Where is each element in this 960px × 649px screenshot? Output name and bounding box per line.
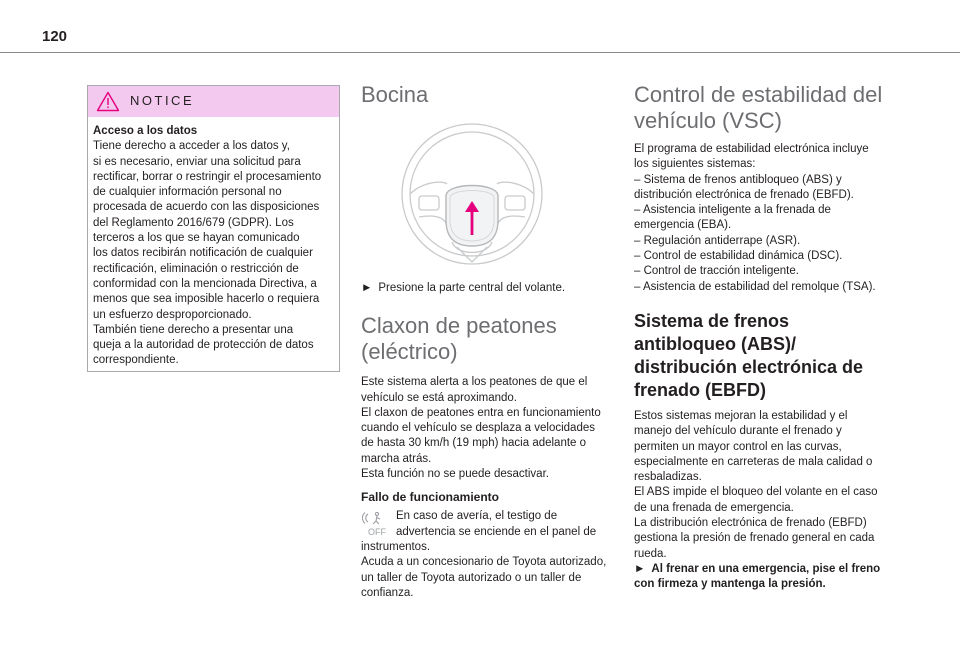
body-line: instrumentos. — [361, 540, 431, 553]
abs-body — [634, 409, 894, 593]
notice-line: conformidad con la mencionada Directiva, a — [93, 277, 317, 290]
pedestrian-horn-body — [361, 375, 611, 482]
page-number: 120 — [42, 28, 68, 45]
horn-instruction — [361, 281, 611, 296]
notice-line: si es necesario, enviar una solicitud para — [93, 155, 301, 168]
horn-title: Bocina — [361, 82, 429, 107]
notice-line: También tiene derecho a presentar una — [93, 323, 294, 336]
body-line: En caso de avería, el testigo de — [396, 510, 558, 523]
right-arrow-bullet-icon: ► — [634, 562, 646, 575]
body-line: Esta función no se puede desactivar. — [361, 468, 549, 481]
body-line: permiten un mayor control en las curvas, — [634, 440, 842, 453]
vsc-title-line: vehículo (VSC) — [634, 108, 782, 133]
malfunction-heading: Fallo de funcionamiento — [361, 490, 500, 505]
notice-line: rectificación, eliminación o restricción de — [93, 262, 299, 275]
body-line: gestiona la presión de frenado general en cada — [634, 532, 875, 545]
abs-title — [634, 310, 894, 402]
notice-line: menos que sea imposible hacerlo o requiera — [93, 293, 320, 306]
body-line: emergencia (EBA). — [634, 219, 732, 232]
right-arrow-bullet-icon: ► — [361, 282, 373, 294]
notice-line: correspondiente. — [93, 354, 179, 367]
header-rule — [0, 52, 960, 53]
abs-instruction-line: con firmeza y mantenga la presión. — [634, 578, 826, 591]
body-line: Estos sistemas mejoran la estabilidad y el — [634, 409, 848, 422]
column-middle — [361, 82, 611, 601]
abs-instruction-line: Al frenar en una emergencia, pise el freno — [651, 562, 881, 575]
malfunction-block — [361, 509, 611, 601]
notice-line: un esfuerzo desproporcionado. — [93, 308, 252, 321]
body-line: – Sistema de frenos antibloqueo (ABS) y — [634, 173, 842, 186]
body-line: rueda. — [634, 547, 667, 560]
notice-heading: Acceso a los datos — [93, 125, 198, 137]
body-line: El ABS impide el bloqueo del volante en el caso — [634, 486, 878, 499]
pedestrian-horn-off-icon — [362, 511, 392, 537]
vsc-title-line: Control de estabilidad del — [634, 82, 883, 107]
abs-title-line: distribución electrónica de — [634, 356, 864, 377]
body-line: vehículo se está aproximando. — [361, 391, 517, 404]
vsc-title — [634, 82, 894, 134]
abs-title-line: frenado (EBFD) — [634, 379, 766, 400]
body-line: La distribución electrónica de frenado (EBFD) — [634, 517, 867, 530]
notice-line: rectificar, borrar o restringir el procesamiento — [93, 170, 322, 183]
body-line: Este sistema alerta a los peatones de que el — [361, 376, 588, 389]
pedestrian-horn-title-line: (eléctrico) — [361, 339, 458, 365]
column-right — [634, 82, 894, 593]
notice-line: de cualquier información personal no — [93, 186, 282, 199]
body-line: distribución electrónica de frenado (EBFD). — [634, 188, 854, 201]
body-line: – Asistencia de estabilidad del remolque (TSA). — [634, 280, 876, 293]
notice-title: NOTICE — [130, 93, 195, 108]
body-line: marcha atrás. — [361, 452, 432, 465]
body-line: resbaladizas. — [634, 471, 702, 484]
notice-line: procesada de acuerdo con las disposiciones — [93, 201, 320, 214]
notice-line: Tiene derecho a acceder a los datos y, — [93, 140, 290, 153]
body-line: Acuda a un concesionario de Toyota autorizado, — [361, 556, 607, 569]
notice-line: del Reglamento 2016/679 (GDPR). Los — [93, 216, 294, 229]
body-line: – Control de tracción inteligente. — [634, 265, 799, 278]
body-line: un taller de Toyota autorizado o un taller de — [361, 571, 582, 584]
steering-wheel-illustration — [397, 122, 547, 270]
notice-line: terceros a los que se hayan comunicado — [93, 232, 300, 245]
horn-instruction-text: Presione la parte central del volante. — [378, 282, 566, 294]
body-line: – Asistencia inteligente a la frenada de — [634, 204, 831, 217]
pedestrian-horn-title — [361, 313, 611, 365]
body-line: advertencia se enciende en el panel de — [396, 525, 597, 538]
body-line: de una frenada de emergencia. — [634, 501, 794, 514]
notice-header — [88, 86, 339, 117]
body-line: El programa de estabilidad electrónica incluye — [634, 143, 869, 155]
body-line: de hasta 30 km/h (19 mph) hacia adelante o — [361, 437, 587, 450]
notice-box — [87, 85, 340, 372]
vsc-body — [634, 142, 894, 295]
body-line: manejo del vehículo durante el frenado y — [634, 425, 842, 438]
body-line: cuando el vehículo se desplaza a velocidades — [361, 422, 595, 435]
notice-line: queja a la autoridad de protección de datos — [93, 339, 314, 352]
abs-instruction — [634, 562, 894, 577]
notice-body — [88, 117, 339, 369]
pedestrian-horn-title-line: Claxon de peatones — [361, 313, 557, 339]
warning-triangle-icon — [96, 91, 120, 112]
body-line: confianza. — [361, 586, 414, 599]
abs-title-line: Sistema de frenos — [634, 310, 790, 331]
abs-title-line: antibloqueo (ABS)/ — [634, 333, 796, 354]
body-line: especialmente en carreteras de mala calidad o — [634, 455, 873, 468]
notice-line: los datos recibirán notificación de cualquier — [93, 247, 313, 260]
body-line: los siguientes sistemas: — [634, 158, 756, 171]
off-label: OFF — [368, 527, 386, 538]
body-line: – Regulación antiderrape (ASR). — [634, 234, 801, 247]
body-line: El claxon de peatones entra en funcionamiento — [361, 406, 601, 419]
body-line: – Control de estabilidad dinámica (DSC). — [634, 250, 843, 263]
